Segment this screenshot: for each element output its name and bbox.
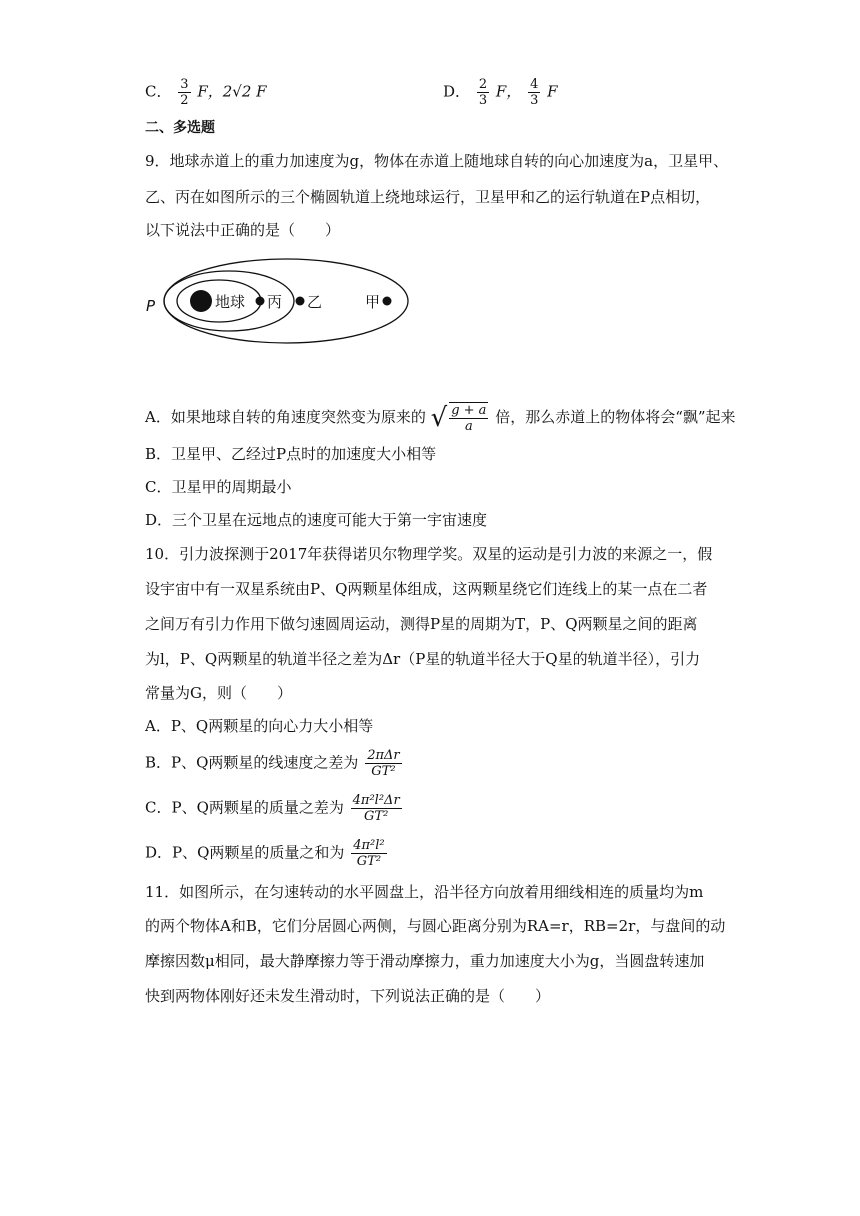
q10-stem-line-3: 之间万有引力作用下做匀速圆周运动，测得P星的周期为T，P、Q两颗星之间的距离 (145, 615, 698, 633)
q10-stem-line-5: 常量为G，则（ ） (145, 684, 292, 702)
q10-stem-line-4: 为l，P、Q两颗星的轨道半径之差为Δr（P星的轨道半径大于Q星的轨道半径），引力 (145, 650, 701, 668)
q9-option-d: D．三个卫星在远地点的速度可能大于第一宇宙速度 (145, 511, 488, 529)
q10-option-d-fraction: $\frac{\text{4π²l²}}{\text{GT²}}$ (353, 838, 385, 869)
q9-option-c: C．卫星甲的周期最小 (145, 478, 292, 496)
q9-stem-line-3: 以下说法中正确的是（ ） (145, 221, 341, 239)
section-title: 二、多选题 (145, 120, 215, 136)
q10-stem-line-1: 10．引力波探测于2017年获得诺贝尔物理学奖。双星的运动是引力波的来源之一，假 (145, 545, 713, 563)
q9-option-b: B．卫星甲、乙经过P点时的加速度大小相等 (145, 445, 437, 463)
q9-stem-line-2: 乙、丙在如图所示的三个椭圆轨道上绕地球运行，卫星甲和乙的运行轨道在P点相切， (145, 188, 711, 206)
sqrt-expression: √ $\frac{g + a}{a}$ (430, 403, 487, 434)
label-yi: 乙 (307, 293, 323, 311)
q10-option-c-fraction: $\frac{\text{4π²l²Δr}}{\text{GT²}}$ (352, 793, 400, 824)
q11-stem-line-1: 11．如图所示，在匀速转动的水平圆盘上，沿半径方向放着用细线相连的质量均为m (145, 883, 704, 901)
sqrt-sign: √ (430, 403, 448, 433)
q10-option-d: D．P、Q两颗星的质量之和为 $\frac{\text{4π²l²}}{\text{GT²}}$ (145, 838, 385, 869)
q10-option-b: B．P、Q两颗星的线速度之差为 $\frac{\text{2πΔr}}{\text{GT²}}$ (145, 748, 400, 779)
label-earth: 地球 (215, 293, 246, 311)
label-bing: 丙 (267, 293, 283, 311)
q8-option-c-fraction: $\frac{3}{2}$ (180, 77, 189, 108)
label-jia: 甲 (365, 293, 381, 311)
earth (190, 290, 212, 312)
q10-option-b-fraction: $\frac{\text{2πΔr}}{\text{GT²}}$ (367, 748, 400, 779)
label-p: P (146, 297, 156, 315)
q11-stem-line-2: 的两个物体A和B，它们分居圆心两侧，与圆心距离分别为RA=r，RB=2r，与盘间的动 (145, 917, 726, 935)
q10-stem-line-2: 设宇宙中有一双星系统由P、Q两颗星体组成，这两颗星绕它们连线上的某一点在二者 (145, 580, 708, 598)
q9-stem-line-1: 9．地球赤道上的重力加速度为g，物体在赤道上随地球自转的向心加速度为a，卫星甲、 (145, 152, 729, 170)
satellite-jia (383, 297, 392, 306)
q9-option-a: A．如果地球自转的角速度突然变为原来的 √ $\frac{g + a}{a}$ 倍，那么赤道上的物体将会“飘”起来 (145, 403, 736, 434)
q8-option-d-fraction-1: $\frac{2}{3}$ (478, 77, 488, 108)
q10-option-a: A．P、Q两颗星的向心力大小相等 (145, 717, 374, 735)
q10-option-c: C．P、Q两颗星的质量之差为 $\frac{\text{4π²l²Δr}}{\text{GT²}}$ (145, 793, 400, 824)
satellite-bing (256, 297, 265, 306)
orbit-diagram (140, 255, 420, 355)
q8-option-c: C． $\frac{3}{2}$ F，2√2 F (145, 77, 267, 108)
q8-option-d-fraction-2: $\frac{4}{3}$ (530, 77, 539, 108)
satellite-yi (296, 297, 305, 306)
q8-option-d: D． $\frac{2}{3}$ F， $\frac{4}{3}$ F (443, 77, 558, 108)
q11-stem-line-4: 快到两物体刚好还未发生滑动时，下列说法正确的是（ ） (145, 987, 551, 1005)
q11-stem-line-3: 摩擦因数μ相同，最大静摩擦力等于滑动摩擦力，重力加速度大小为g，当圆盘转速加 (145, 952, 705, 970)
